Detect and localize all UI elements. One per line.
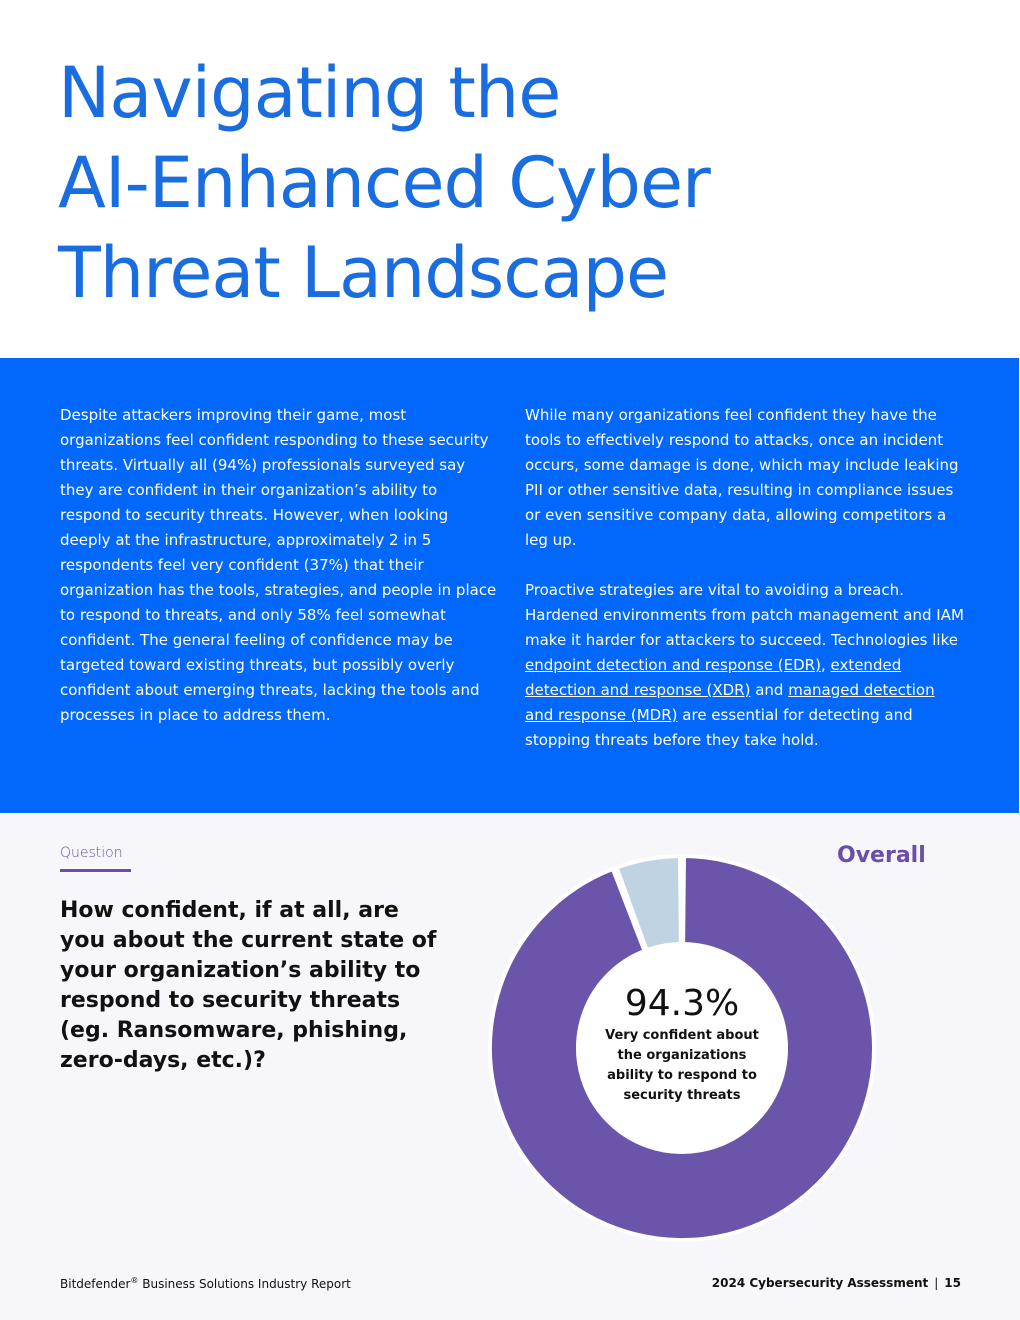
page-title-line: AI-Enhanced Cyber [58,142,710,224]
footer-page-info [712,1276,961,1290]
footer-report: Business Solutions Industry Report [138,1277,351,1291]
comma-text: , [820,656,831,674]
edr-link[interactable]: endpoint detection and response (EDR) [525,656,821,674]
registered-mark: ® [130,1276,139,1285]
xdr-link[interactable]: extended detection and response (XDR) [525,656,902,699]
and-text: and [750,681,789,699]
footer-brand: Bitdefender [60,1277,131,1291]
question-label: Question [60,845,131,872]
chart-title: Overall [837,843,926,868]
page-title-line: Navigating the [58,52,561,134]
question-text: How confident, if at all, are you about the current state of your organization’s ability to respond to security threats (eg. Ransomware, phishing, zero-days, etc.)? [60,898,437,1073]
footer-report-name [60,1276,351,1291]
page-title [58,48,818,318]
footer-assessment: 2024 Cybersecurity Assessment [711,1276,929,1290]
paragraph-text: Proactive strategies are vital to avoiding a breach. Hardened environments from patch management and IAM make it harder for attackers to succeed. Technologies like [525,581,964,649]
paragraph-text: are essential for detecting and stopping threats before they take hold. [525,706,913,749]
chart-center-caption: Very confident about the organizations ability to respond to security threats [605,1028,759,1103]
intro-right-paragraph-2 [525,578,965,753]
mdr-link[interactable]: managed detection and response (MDR) [525,681,935,724]
chart-center-value: 94.3% [624,983,740,1024]
footer-separator: | [934,1276,939,1290]
page-title-line: Threat Landscape [58,232,669,314]
page-number: 15 [944,1276,961,1290]
intro-right-paragraph-1: While many organizations feel confident they have the tools to effectively respond to attacks, once an incident occurs, some damage is done, which may include leaking PII or other sensitive data, resulting in compliance issues or even sensitive company data, allowing competitors a leg up. [525,406,959,549]
intro-left-paragraph: Despite attackers improving their game, most organizations feel confident responding to these security threats. Virtually all (94%) professionals surveyed say they are confident in their organization’s ability to respond to security threats. However, when looking deeply at the infrastructure, approximately 2 in 5 respondents feel very confident (37%) that their organization has the tools, strategies, and people in place to respond to threats, and only 58% feel somewhat confident. The general feeling of confidence may be targeted toward existing threats, but possibly overly confident about emerging threats, lacking the tools and processes in place to address them. [60,406,497,724]
intro-right-column [525,403,965,778]
intro-left-column [60,403,500,753]
